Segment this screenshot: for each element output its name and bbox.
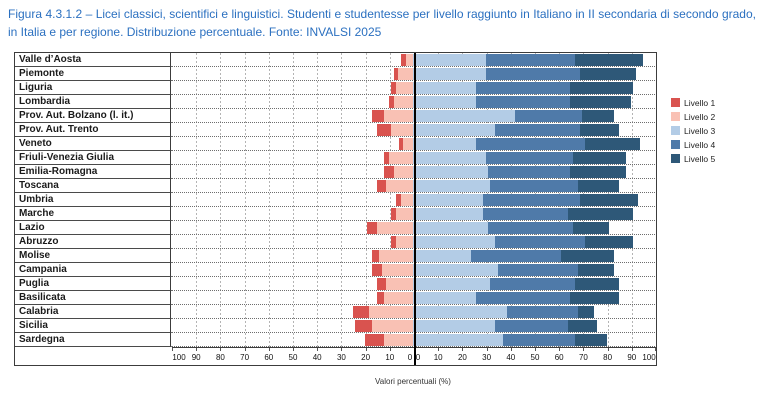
bar-segment-livello-4 (483, 208, 568, 220)
axis-tick-mark (438, 348, 439, 351)
legend-label: Livello 5 (684, 153, 716, 164)
bar-segment-livello-4 (476, 96, 570, 108)
bar-left (372, 264, 413, 276)
axis-tick-mark (608, 348, 609, 351)
region-row (15, 137, 656, 151)
region-label: Veneto (15, 137, 171, 151)
region-label: Toscana (15, 179, 171, 193)
x-axis-tick: 90 (627, 353, 637, 362)
bar-segment-livello-2 (389, 152, 413, 164)
bar-segment-livello-4 (488, 222, 573, 234)
axis-tick-mark (269, 348, 270, 351)
region-label: Sicilia (15, 319, 171, 333)
axis-tick-mark (366, 348, 367, 351)
region-plot-cell (171, 207, 655, 221)
bar-segment-livello-1 (365, 334, 384, 346)
axis-tick-mark (245, 348, 246, 351)
region-plot-cell (171, 67, 655, 81)
bar-right (413, 222, 609, 234)
legend-swatch (671, 126, 680, 135)
bar-left (377, 180, 413, 192)
legend-item (671, 153, 715, 164)
region-label: Liguria (15, 81, 171, 95)
bar-segment-livello-1 (377, 180, 387, 192)
bar-segment-livello-5 (570, 82, 633, 94)
bar-segment-livello-2 (403, 138, 413, 150)
bar-segment-livello-1 (384, 166, 394, 178)
bar-segment-livello-4 (490, 180, 577, 192)
bar-segment-livello-3 (413, 68, 486, 80)
region-row (15, 81, 656, 95)
bar-segment-livello-3 (413, 124, 495, 136)
bar-left (401, 54, 413, 66)
bar-segment-livello-4 (483, 194, 580, 206)
bar-left (372, 250, 413, 262)
bar-segment-livello-1 (372, 110, 384, 122)
bar-segment-livello-3 (413, 320, 495, 332)
region-row (15, 165, 656, 179)
bar-segment-livello-4 (486, 152, 573, 164)
bar-segment-livello-2 (394, 96, 413, 108)
x-axis-tick: 50 (530, 353, 540, 362)
region-plot-cell (171, 221, 655, 235)
bar-segment-livello-2 (384, 110, 413, 122)
bar-segment-livello-3 (413, 54, 486, 66)
region-label: Calabria (15, 305, 171, 319)
bar-segment-livello-5 (561, 250, 614, 262)
legend-swatch (671, 98, 680, 107)
bar-segment-livello-4 (486, 68, 580, 80)
x-axis-tick: 40 (312, 353, 322, 362)
x-axis-tick: 20 (457, 353, 467, 362)
bar-segment-livello-3 (413, 138, 476, 150)
bar-right (413, 138, 640, 150)
bar-segment-livello-3 (413, 152, 486, 164)
bar-left (355, 320, 413, 332)
bar-segment-livello-4 (488, 166, 570, 178)
bar-left (377, 292, 413, 304)
axis-tick-mark (293, 348, 294, 351)
bar-segment-livello-4 (507, 306, 577, 318)
bar-segment-livello-2 (382, 264, 413, 276)
region-label: Abruzzo (15, 235, 171, 249)
region-row (15, 109, 656, 123)
bar-left (391, 82, 413, 94)
axis-tick-mark (487, 348, 488, 351)
bar-right (413, 152, 626, 164)
region-row (15, 235, 656, 249)
bar-segment-livello-4 (471, 250, 561, 262)
bar-segment-livello-2 (398, 68, 413, 80)
region-label: Puglia (15, 277, 171, 291)
axis-tick-mark (535, 348, 536, 351)
region-plot-cell (171, 319, 655, 333)
region-plot-cell (171, 123, 655, 137)
bar-right (413, 180, 619, 192)
bar-segment-livello-3 (413, 194, 483, 206)
region-plot-cell (171, 305, 655, 319)
center-axis-line (414, 53, 416, 365)
region-plot-cell (171, 193, 655, 207)
bar-segment-livello-1 (372, 264, 382, 276)
region-plot-cell (171, 291, 655, 305)
region-label: Molise (15, 249, 171, 263)
bar-left (377, 124, 413, 136)
region-row (15, 193, 656, 207)
region-row (15, 179, 656, 193)
bar-left (399, 138, 414, 150)
legend-label: Livello 1 (684, 97, 716, 108)
x-axis-tick: 60 (554, 353, 564, 362)
bar-segment-livello-5 (575, 54, 643, 66)
axis-tick-mark (172, 348, 173, 351)
bar-segment-livello-5 (575, 334, 606, 346)
bar-segment-livello-1 (377, 278, 387, 290)
bar-left (353, 306, 413, 318)
bar-segment-livello-2 (379, 250, 413, 262)
bar-right (413, 110, 614, 122)
bar-left (384, 166, 413, 178)
region-label: Prov. Aut. Bolzano (l. it.) (15, 109, 171, 123)
bar-segment-livello-4 (486, 54, 576, 66)
bar-left (391, 208, 413, 220)
legend-swatch (671, 112, 680, 121)
bar-segment-livello-3 (413, 292, 476, 304)
bar-segment-livello-5 (573, 222, 609, 234)
x-axis-tick: 100 (642, 353, 656, 362)
bar-right (413, 68, 636, 80)
region-label: Friuli-Venezia Giulia (15, 151, 171, 165)
region-plot-cell (171, 277, 655, 291)
bar-segment-livello-4 (490, 278, 575, 290)
legend-item (671, 111, 715, 122)
bar-segment-livello-1 (377, 292, 384, 304)
bar-right (413, 54, 643, 66)
bar-left (391, 236, 413, 248)
x-axis-tick: 10 (385, 353, 395, 362)
region-row (15, 151, 656, 165)
region-label: Lazio (15, 221, 171, 235)
chart (14, 52, 657, 386)
bar-segment-livello-1 (355, 320, 372, 332)
x-axis-tick: 10 (433, 353, 443, 362)
region-label: Valle d’Aosta (15, 53, 171, 67)
region-row (15, 221, 656, 235)
bar-segment-livello-5 (578, 264, 614, 276)
region-label: Piemonte (15, 67, 171, 81)
bar-right (413, 166, 626, 178)
x-axis-tick: 70 (578, 353, 588, 362)
legend-label: Livello 3 (684, 125, 716, 136)
bar-right (413, 292, 619, 304)
bar-segment-livello-3 (413, 82, 476, 94)
axis-tick-mark (559, 348, 560, 351)
bar-segment-livello-2 (391, 124, 413, 136)
bar-segment-livello-3 (413, 236, 495, 248)
axis-tick-mark (341, 348, 342, 351)
x-axis-tick: 70 (240, 353, 250, 362)
bar-segment-livello-4 (495, 236, 585, 248)
bar-right (413, 250, 614, 262)
bar-segment-livello-1 (353, 306, 370, 318)
region-plot-cell (171, 165, 655, 179)
bar-right (413, 264, 614, 276)
bar-right (413, 320, 597, 332)
region-plot-cell (171, 53, 655, 67)
x-axis-tick: 0 (415, 353, 421, 362)
region-row (15, 123, 656, 137)
bar-right (413, 334, 607, 346)
bar-segment-livello-3 (413, 222, 488, 234)
x-axis-tick: 20 (361, 353, 371, 362)
bar-left (394, 68, 413, 80)
region-plot-cell (171, 151, 655, 165)
bar-left (367, 222, 413, 234)
bar-segment-livello-5 (580, 194, 638, 206)
bar-segment-livello-2 (386, 180, 413, 192)
bar-right (413, 96, 631, 108)
region-plot-cell (171, 263, 655, 277)
bar-segment-livello-5 (570, 292, 618, 304)
chart-plot-box (14, 52, 657, 366)
bar-segment-livello-4 (495, 124, 580, 136)
region-label: Sardegna (15, 333, 171, 347)
bar-segment-livello-5 (580, 68, 636, 80)
bar-segment-livello-3 (413, 96, 476, 108)
bar-segment-livello-5 (570, 96, 631, 108)
region-row (15, 249, 656, 263)
region-row (15, 263, 656, 277)
x-axis-tick: 80 (603, 353, 613, 362)
region-row (15, 291, 656, 305)
legend-label: Livello 2 (684, 111, 716, 122)
bar-right (413, 306, 594, 318)
region-plot-cell (171, 109, 655, 123)
region-label: Prov. Aut. Trento (15, 123, 171, 137)
bar-left (384, 152, 413, 164)
bar-segment-livello-4 (498, 264, 578, 276)
region-row (15, 333, 656, 347)
bar-segment-livello-1 (367, 222, 377, 234)
bar-segment-livello-2 (369, 306, 413, 318)
bar-segment-livello-5 (578, 306, 595, 318)
region-row (15, 319, 656, 333)
bar-segment-livello-5 (585, 236, 633, 248)
bar-segment-livello-5 (568, 208, 633, 220)
axis-tick-mark (220, 348, 221, 351)
x-axis-tick: 0 (407, 353, 413, 362)
region-plot-cell (171, 235, 655, 249)
region-row (15, 67, 656, 81)
bar-segment-livello-5 (570, 166, 626, 178)
bar-segment-livello-2 (396, 82, 413, 94)
bar-segment-livello-5 (580, 124, 619, 136)
bar-segment-livello-4 (476, 138, 585, 150)
bar-segment-livello-2 (384, 292, 413, 304)
x-axis-tick: 100 (172, 353, 186, 362)
bar-right (413, 208, 633, 220)
region-label: Campania (15, 263, 171, 277)
bar-segment-livello-3 (413, 166, 488, 178)
chart-rows (15, 53, 656, 347)
bar-left (377, 278, 413, 290)
legend-label: Livello 4 (684, 139, 716, 150)
region-plot-cell (171, 137, 655, 151)
bar-segment-livello-1 (372, 250, 379, 262)
bar-right (413, 236, 633, 248)
region-plot-cell (171, 179, 655, 193)
bar-segment-livello-2 (401, 194, 413, 206)
axis-tick-mark (462, 348, 463, 351)
bar-segment-livello-5 (575, 278, 619, 290)
bar-segment-livello-2 (396, 236, 413, 248)
region-plot-cell (171, 333, 655, 347)
bar-segment-livello-3 (413, 264, 498, 276)
axis-tick-mark (583, 348, 584, 351)
bar-segment-livello-2 (406, 54, 413, 66)
bar-segment-livello-5 (568, 320, 597, 332)
bar-segment-livello-5 (582, 110, 613, 122)
region-row (15, 53, 656, 67)
legend (671, 97, 715, 167)
bar-segment-livello-3 (413, 180, 490, 192)
bar-segment-livello-5 (578, 180, 619, 192)
x-axis-caption: Valori percentuali (%) (375, 377, 451, 386)
bar-segment-livello-3 (413, 278, 490, 290)
axis-tick-mark (196, 348, 197, 351)
legend-swatch (671, 154, 680, 163)
bar-segment-livello-4 (515, 110, 583, 122)
region-plot-cell (171, 81, 655, 95)
bar-segment-livello-3 (413, 334, 503, 346)
bar-segment-livello-4 (476, 82, 570, 94)
bar-segment-livello-2 (384, 334, 413, 346)
axis-tick-mark (632, 348, 633, 351)
region-row (15, 305, 656, 319)
axis-tick-mark (390, 348, 391, 351)
legend-swatch (671, 140, 680, 149)
bar-segment-livello-2 (372, 320, 413, 332)
bar-segment-livello-2 (377, 222, 413, 234)
x-axis-tick: 80 (215, 353, 225, 362)
bar-right (413, 124, 619, 136)
figure-title: Figura 4.3.1.2 – Licei classici, scientifici e linguistici. Studenti e studentesse per livello raggiunto in Italiano in II secondaria di secondo grado, in Italia e per regione. Distribuzione percentuale. Fonte: INVALSI 2025 (8, 7, 756, 39)
bar-segment-livello-4 (495, 320, 568, 332)
x-axis-tick: 30 (482, 353, 492, 362)
region-row (15, 95, 656, 109)
axis-tick-mark (511, 348, 512, 351)
bar-segment-livello-4 (503, 334, 576, 346)
region-label: Marche (15, 207, 171, 221)
bar-segment-livello-5 (585, 138, 641, 150)
bar-left (396, 194, 413, 206)
region-label: Emilia-Romagna (15, 165, 171, 179)
bar-segment-livello-3 (413, 250, 471, 262)
x-axis-tick: 40 (506, 353, 516, 362)
axis-tick-mark (317, 348, 318, 351)
legend-item (671, 97, 715, 108)
region-label: Basilicata (15, 291, 171, 305)
bar-left (389, 96, 413, 108)
axis-tick-mark (655, 348, 656, 351)
legend-item (671, 125, 715, 136)
bar-segment-livello-2 (396, 208, 413, 220)
bar-segment-livello-2 (386, 278, 413, 290)
bar-segment-livello-5 (573, 152, 626, 164)
region-plot-cell (171, 95, 655, 109)
region-row (15, 207, 656, 221)
bar-right (413, 82, 633, 94)
bar-segment-livello-2 (394, 166, 413, 178)
bar-left (365, 334, 413, 346)
x-axis-tick: 30 (336, 353, 346, 362)
x-axis-tick: 50 (288, 353, 298, 362)
legend-item (671, 139, 715, 150)
region-row (15, 277, 656, 291)
bar-right (413, 278, 619, 290)
bar-segment-livello-4 (476, 292, 570, 304)
x-axis-tick: 60 (264, 353, 274, 362)
x-axis-tick: 90 (191, 353, 201, 362)
bar-segment-livello-3 (413, 208, 483, 220)
region-label: Umbria (15, 193, 171, 207)
bar-segment-livello-1 (377, 124, 392, 136)
bar-segment-livello-3 (413, 306, 507, 318)
bar-left (372, 110, 413, 122)
region-plot-cell (171, 249, 655, 263)
region-label: Lombardia (15, 95, 171, 109)
bar-segment-livello-3 (413, 110, 515, 122)
bar-right (413, 194, 638, 206)
